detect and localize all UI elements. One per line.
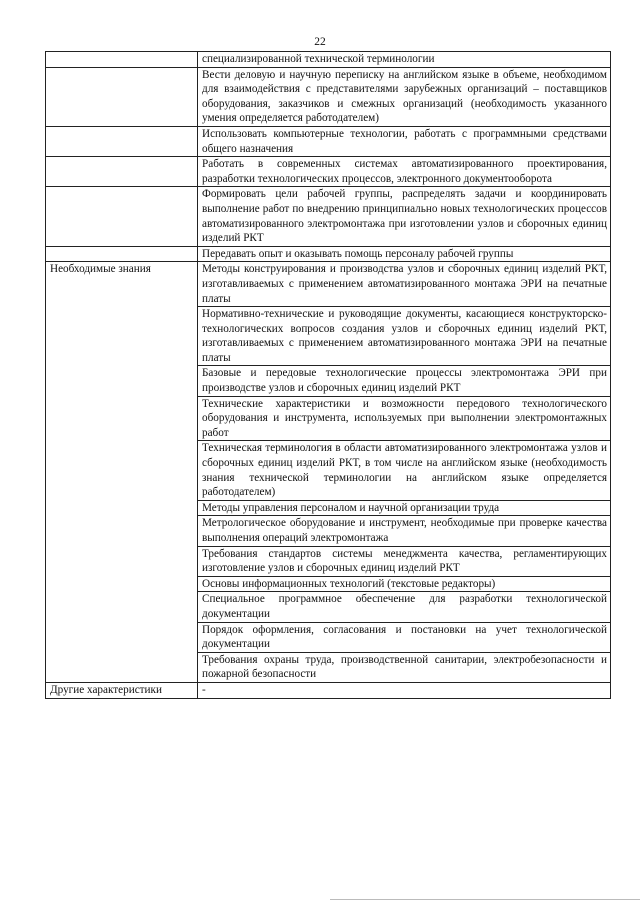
- skill-item: специализированной технической терминологии: [198, 52, 611, 68]
- knowledge-label: Необходимые знания: [46, 262, 198, 683]
- table-row: [46, 262, 611, 307]
- empty-cell: [46, 157, 198, 187]
- other-value: -: [198, 682, 611, 698]
- skill-item: Использовать компьютерные технологии, работать с программными средствами общего назначения: [198, 126, 611, 156]
- table-row: [46, 682, 611, 698]
- knowledge-item: Технические характеристики и возможности передового технологического оборудования и инструмента, используемых при выполнении электромонтажных работ: [198, 396, 611, 441]
- knowledge-item: Методы конструирования и производства узлов и сборочных единиц изделий РКТ, изготавливаемых с применением автоматизированного монтажа ЭРИ на печатные платы: [198, 262, 611, 307]
- table-row: [46, 187, 611, 246]
- scan-edge-line: [330, 899, 640, 900]
- table-row: [46, 67, 611, 126]
- page-number: 22: [314, 36, 326, 48]
- skill-item: Формировать цели рабочей группы, распределять задачи и координировать выполнение работ по внедрению принципиально новых технологических процессов автоматизированного электромонтажа при изготовлении узлов и сборочных единиц изделий РКТ: [198, 187, 611, 246]
- empty-cell: [46, 187, 198, 246]
- skill-item: Передавать опыт и оказывать помощь персоналу рабочей группы: [198, 246, 611, 262]
- knowledge-item: Базовые и передовые технологические процессы электромонтажа ЭРИ при производстве узлов и сборочных единиц изделий РКТ: [198, 366, 611, 396]
- table-row: [46, 52, 611, 68]
- knowledge-item: Метрологическое оборудование и инструмент, необходимые при проверке качества выполнения операций электромонтажа: [198, 516, 611, 546]
- skill-item: Вести деловую и научную переписку на английском языке в объеме, необходимом для взаимодействия с представителями зарубежных организаций – поставщиков оборудования, заказчиков и смежных организаций (необходимость указанного умения определяется работодателем): [198, 67, 611, 126]
- skills-label-cell: [46, 52, 198, 68]
- skill-item: Работать в современных системах автоматизированного проектирования, разработки технологических процессов, электронного документооборота: [198, 157, 611, 187]
- knowledge-item: Требования охраны труда, производственной санитарии, электробезопасности и пожарной безопасности: [198, 652, 611, 682]
- requirements-table: [45, 51, 611, 699]
- table-row: [46, 157, 611, 187]
- table-row: [46, 126, 611, 156]
- knowledge-item: Порядок оформления, согласования и постановки на учет технологической документации: [198, 622, 611, 652]
- empty-cell: [46, 246, 198, 262]
- table-row: [46, 246, 611, 262]
- knowledge-item: Техническая терминология в области автоматизированного электромонтажа узлов и сборочных единиц изделий РКТ, в том числе на английском языке (необходимость знания технической терминологии на английском языке определяется работодателем): [198, 441, 611, 500]
- knowledge-item: Методы управления персоналом и научной организации труда: [198, 500, 611, 516]
- empty-cell: [46, 67, 198, 126]
- knowledge-item: Требования стандартов системы менеджмента качества, регламентирующих изготовление узлов и сборочных единиц изделий РКТ: [198, 546, 611, 576]
- empty-cell: [46, 126, 198, 156]
- knowledge-item: Специальное программное обеспечение для разработки технологической документации: [198, 592, 611, 622]
- knowledge-item: Нормативно-технические и руководящие документы, касающиеся конструкторско-технологических вопросов создания узлов и сборочных единиц изделий РКТ, изготавливаемых с применением автоматизированного монтажа ЭРИ на печатные платы: [198, 307, 611, 366]
- knowledge-item: Основы информационных технологий (текстовые редакторы): [198, 576, 611, 592]
- other-label: Другие характеристики: [46, 682, 198, 698]
